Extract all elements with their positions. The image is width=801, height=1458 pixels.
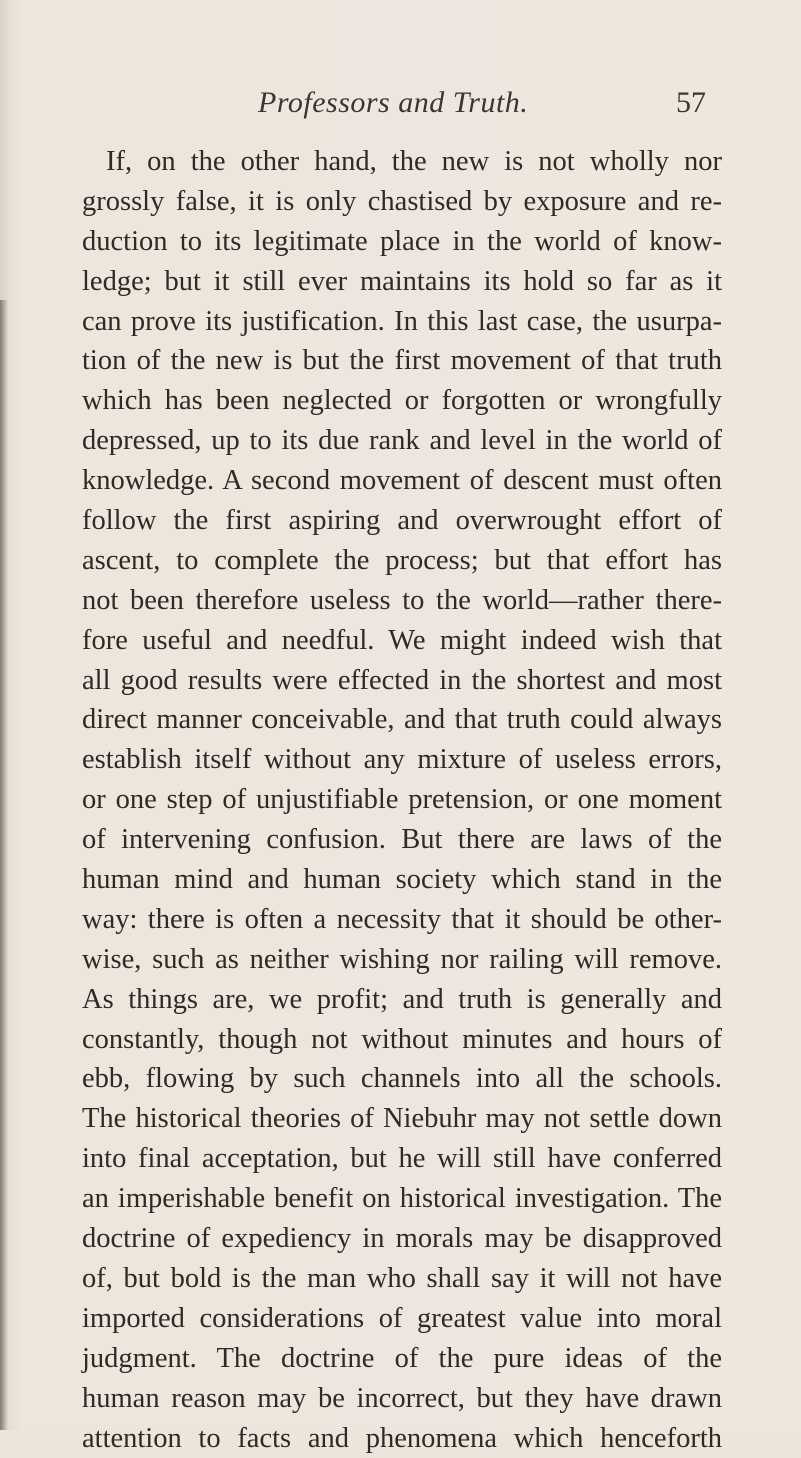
text-line: The historical theories of Niebuhr may not settle down [82,1099,722,1139]
running-head [0,86,801,126]
text-line: can prove its justification. In this last case, the usurpa- [82,302,722,342]
text-line: all good results were effected in the shortest and most [82,661,722,701]
text-line: grossly false, it is only chastised by exposure and re- [82,182,722,222]
text-line: duction to its legitimate place in the world of know- [82,222,722,262]
text-line: ebb, flowing by such channels into all the schools. [82,1059,722,1099]
text-line: human reason may be incorrect, but they have drawn [82,1379,722,1419]
text-line: human mind and human society which stand in the [82,860,722,900]
text-line: constantly, though not without minutes and hours of [82,1020,722,1060]
text-line: ledge; but it still ever maintains its hold so far as it [82,262,722,302]
text-line: into final acceptation, but he will still have conferred [82,1139,722,1179]
text-line: of intervening confusion. But there are laws of the [82,820,722,860]
text-line: depressed, up to its due rank and level in the world of [82,421,722,461]
text-line: doctrine of expediency in morals may be disapproved [82,1219,722,1259]
text-line: If, on the other hand, the new is not wholly nor [82,142,722,182]
text-line: tion of the new is but the first movement of that truth [82,341,722,381]
text-line: wise, such as neither wishing nor railing will remove. [82,940,722,980]
text-line: an imperishable benefit on historical investigation. The [82,1179,722,1219]
text-line: judgment. The doctrine of the pure ideas of the [82,1339,722,1379]
text-line: not been therefore useless to the world—rather there- [82,581,722,621]
running-title: Professors and Truth. [258,86,528,120]
text-line: follow the first aspiring and overwrought effort of [82,501,722,541]
text-line: direct manner conceivable, and that truth could always [82,700,722,740]
text-line: As things are, we profit; and truth is generally and [82,980,722,1020]
text-line: fore useful and needful. We might indeed wish that [82,621,722,661]
body-text [82,142,722,1458]
text-line: which has been neglected or forgotten or wrongfully [82,381,722,421]
text-line: imported considerations of greatest value into moral [82,1299,722,1339]
binding-shadow [0,300,8,1430]
text-line: of, but bold is the man who shall say it will not have [82,1259,722,1299]
text-line: establish itself without any mixture of useless errors, [82,740,722,780]
text-line: attention to facts and phenomena which henceforth [82,1419,722,1458]
text-line: knowledge. A second movement of descent must often [82,461,722,501]
page-number: 57 [676,86,706,120]
text-line: way: there is often a necessity that it should be other- [82,900,722,940]
text-line: or one step of unjustifiable pretension, or one moment [82,780,722,820]
text-line: ascent, to complete the process; but that effort has [82,541,722,581]
